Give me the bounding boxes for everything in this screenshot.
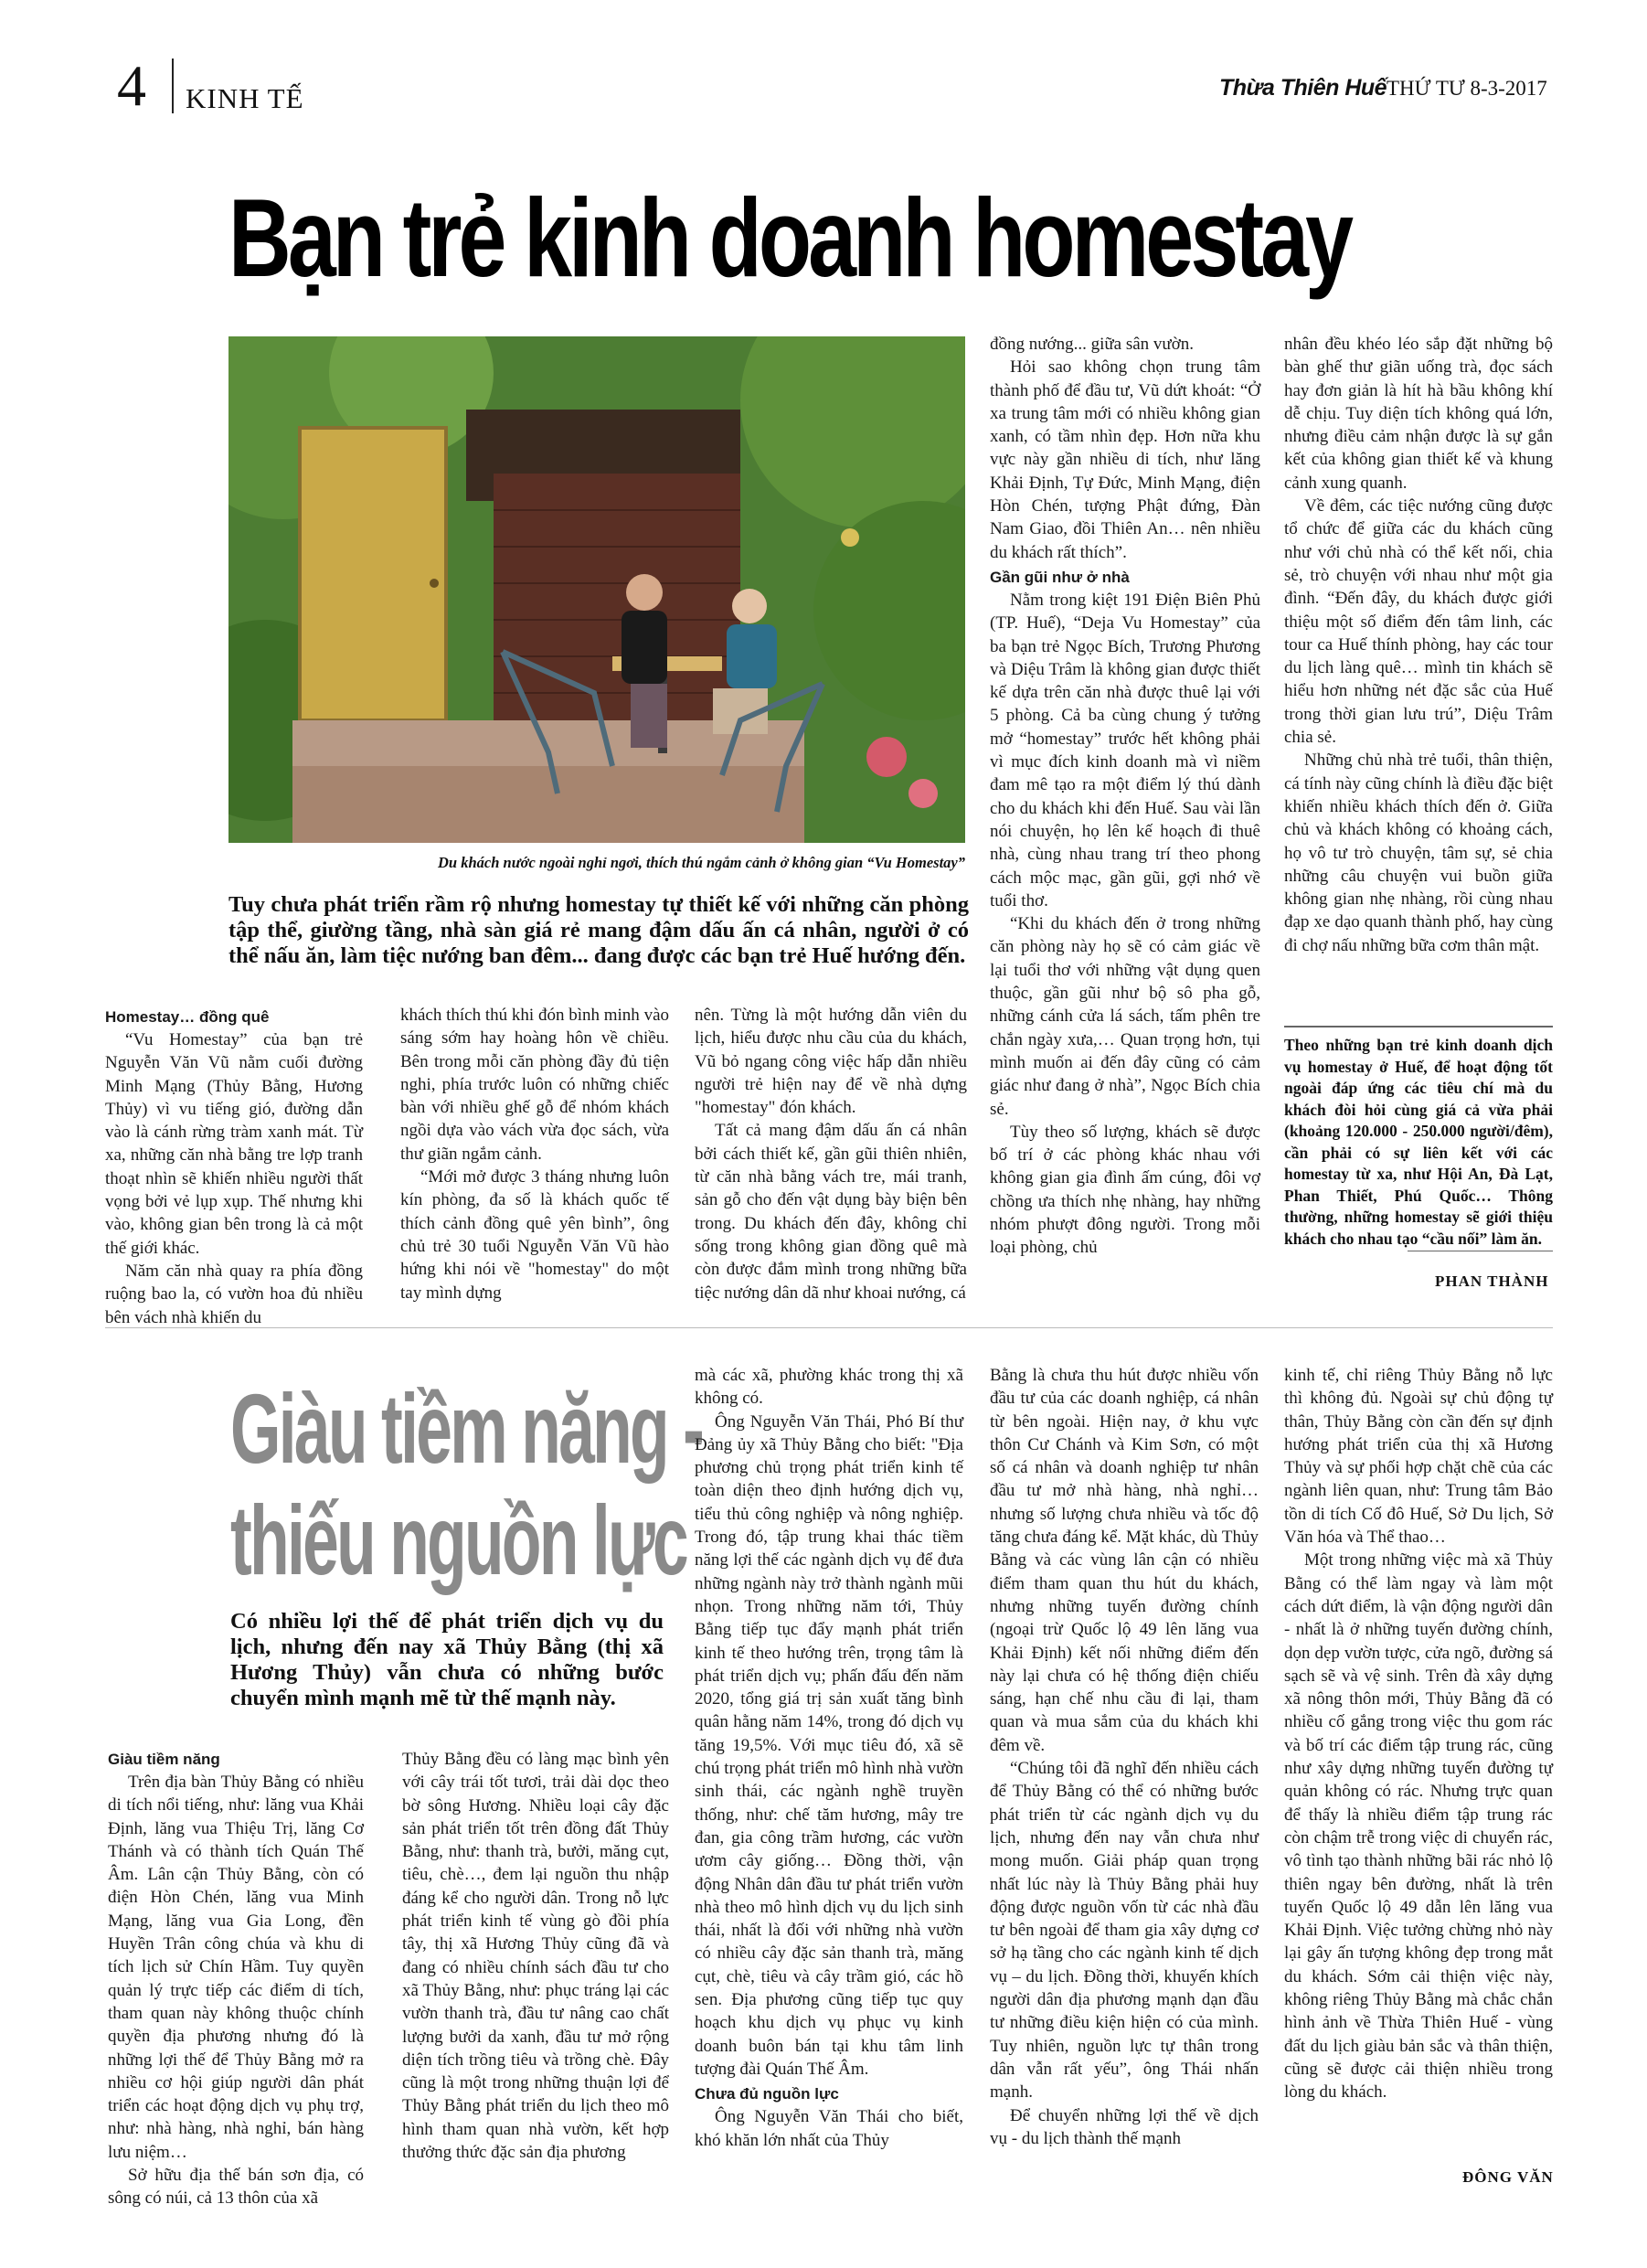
subheading: Homestay… đồng quê bbox=[105, 1008, 270, 1026]
article2-byline: ĐÔNG VĂN bbox=[1462, 2168, 1554, 2186]
article-separator bbox=[105, 1327, 1553, 1328]
paragraph: Những chủ nhà trẻ tuổi, thân thiện, cá tính này cũng chính là điều đặc biệt khiến nhiều khách thích đến ở. Giữa chủ và khách không có khoảng cách, họ vô tư trò chuyện, tâm sự, sẻ chia những câu chuyện vui buồn giữa không gian nhẹ nhàng, rồi cùng nhau đạp xe dạo quanh thành phố, hay cùng đi chợ nấu những bữa cơm thân mật. bbox=[1284, 751, 1553, 955]
subheading: Gần gũi như ở nhà bbox=[990, 568, 1130, 586]
paragraph: Hỏi sao không chọn trung tâm thành phố để đầu tư, Vũ dứt khoát: “Ở xa trung tâm mới có nhiều không gian xanh, có tầm nhìn đẹp. Hơn nữa khu vực này gần nhiều di tích, như lăng Khải Định, Tự Đức, Minh Mạng, điện Hòn Chén, tượng Phật đứng, Đàn Nam Giao, đồi Thiên An… nên nhiều du khách rất thích”. bbox=[990, 357, 1260, 562]
paper-name: Thừa Thiên Huế bbox=[1219, 75, 1387, 101]
article1-col3 bbox=[695, 1004, 967, 1304]
article1-col5 bbox=[1284, 333, 1553, 957]
headline-line: Giàu tiềm năng - bbox=[230, 1373, 703, 1484]
paragraph: Năm căn nhà quay ra phía đồng ruộng bao la, có vườn hoa đủ nhiều bên vách nhà khiến du bbox=[105, 1261, 363, 1327]
article1-photo bbox=[228, 336, 965, 843]
article2-col2 bbox=[402, 1748, 669, 2164]
paragraph: Để chuyển những lợi thế về dịch vụ - du lịch thành thế mạnh bbox=[990, 2105, 1259, 2148]
paragraph: Ông Nguyễn Văn Thái, Phó Bí thư Đảng ủy xã Thủy Bằng cho biết: "Địa phương chủ trọng phát triển kinh tế toàn diện theo định hướng dịch vụ, tiểu thủ công nghiệp và nông nghiệp. Trong đó, tập trung khai thác tiềm năng lợi thế các ngành dịch vụ để đưa những ngành này trở thành ngành mũi nhọn. Trong những năm tới, Thủy Bằng tiếp tục đẩy mạnh phát triển kinh tế theo hướng trên, trọng tâm là phát triển dịch vụ; phấn đấu đến năm 2020, tổng giá trị sản xuất tăng bình quân hằng năm 14%, trong đó dịch vụ tăng 19,5%. Với mục tiêu đó, xã sẽ chú trọng phát triển mô hình nhà vườn sinh thái, các ngành nghề truyền thống, như: chế tăm hương, mây tre đan, gia công trầm hương, các vườn ươm cây giống… Đồng thời, vận động Nhân dân đầu tư phát triển vườn nhà theo mô hình dịch vụ du lịch sinh thái, nhất là đối với những nhà vườn có nhiều cây đặc sản thanh trà, măng cụt, chè, tiêu và cây trầm gió, các hồ sen. Địa phương cũng tiếp tục quy hoạch khu dịch vụ phục vụ kinh doanh buôn bán tại khu tâm linh tượng đài Quán Thế Âm. bbox=[695, 1411, 963, 2079]
article2-col4 bbox=[990, 1364, 1259, 2150]
page-number: 4 bbox=[117, 53, 146, 118]
paragraph: Một trong những việc mà xã Thủy Bằng có thể làm ngay và làm một cách dứt điểm, là vận động người dân - nhất là ở những tuyến đường chính, dọn dẹp vườn tược, cửa ngõ, đường sá sạch sẽ và vệ sinh. Trên đà xây dựng xã nông thôn mới, Thủy Bằng đã có nhiều cố gắng trong việc thu gom rác và bố trí các điểm tập trung rác, cũng như xây dựng những tuyến đường tự quản không có rác. Nhưng trực quan để thấy là nhiều điểm tập trung rác còn chậm trễ trong việc di chuyển rác, vô tình tạo thành những bãi rác nhỏ lộ thiên ngay bên đường, nhất là trên tuyến Quốc lộ 49 dẫn lên lăng vua Khải Định. Việc tưởng chừng nhỏ này lại gây ấn tượng không đẹp trong mắt du khách. Sớm cải thiện việc này, không riêng Thủy Bằng mà chắc chắn hình ảnh về Thừa Thiên Huế - vùng đất du lịch giàu bản sắc và thân thiện, cũng sẽ được cải thiện nhiều trong lòng du khách. bbox=[1284, 1550, 1553, 2103]
paragraph: Trên địa bàn Thủy Bằng có nhiều di tích nổi tiếng, như: lăng vua Khải Định, lăng vua Thiệu Trị, lăng Cơ Thánh và có thành tích Quán Thế Âm. Lân cận Thủy Bằng, còn có điện Hòn Chén, lăng vua Minh Mạng, lăng vua Gia Long, đền Huyền Trân công chúa và khu di tích lịch sử Chín Hầm. Tuy quyền quản lý trực tiếp các điểm di tích, tham quan này không thuộc chính quyền địa phương nhưng đó là những lợi thế để Thủy Bằng mở ra nhiều cơ hội giúp người dân phát triển các hoạt động dịch vụ phụ trợ, như: nhà hàng, nhà nghỉ, bán hàng lưu niệm… bbox=[108, 1773, 364, 2162]
headline-line: thiếu nguồn lực bbox=[230, 1485, 687, 1595]
paragraph: kinh tế, chỉ riêng Thủy Bằng nỗ lực thì không đủ. Ngoài sự chủ động tự thân, Thủy Bằng còn cần đến sự định hướng phát triển của thị xã Hương Thủy và sự phối hợp chặt chẽ của các ngành liên quan, như: Trung tâm Bảo tồn di tích Cố đô Huế, Sở Du lịch, Sở Văn hóa và Thể thao… bbox=[1284, 1366, 1553, 1548]
paragraph: “Vu Homestay” của bạn trẻ Nguyễn Văn Vũ nằm cuối đường Minh Mạng (Thủy Bằng, Hương Thủy) vì vu tiếng gió, đường dẫn vào là cánh rừng tràm xanh mát. Từ xa, những căn nhà bằng tre lợp tranh thoạt nhìn sẽ khiến nhiều người thất vọng bởi vẻ lụp xụp. Thế nhưng khi vào, không gian bên trong là cả một thế giới khác. bbox=[105, 1030, 363, 1258]
article1-lead: Tuy chưa phát triển rầm rộ nhưng homestay tự thiết kế với những căn phòng tập thể, giường tầng, nhà sàn giá rẻ mang đậm dấu ấn cá nhân, người ở có thể nấu ăn, làm tiệc nướng ban đêm... đang được các bạn trẻ Huế hướng đến. bbox=[228, 892, 969, 968]
article2-col1 bbox=[108, 1746, 364, 2210]
article1-byline: PHAN THÀNH bbox=[1435, 1272, 1549, 1290]
paragraph: Sở hữu địa thế bán sơn địa, có sông có núi, cả 13 thôn của xã bbox=[108, 2166, 364, 2209]
paragraph: “Khi du khách đến ở trong những căn phòng này họ sẽ có cảm giác về lại tuổi thơ với những vật dụng quen thuộc, gần gũi như bộ sô pha gỗ, những cánh cửa lá sách, tấm phên tre chắn ngày xưa,… Quan trọng hơn, tụi mình muốn ai đến đây cũng có cảm giác như đang ở nhà”, Ngọc Bích chia sẻ. bbox=[990, 914, 1260, 1119]
paragraph: Về đêm, các tiệc nướng cũng được tổ chức để giữa các du khách cũng như với chủ nhà có thể kết nối, chia sẻ, trò chuyện với nhau như một gia đình. “Đến đây, du khách được giới thiệu một số điểm đến tâm linh, các tour ca Huế thính phòng, hay các tour du lịch làng quê… mình tin khách sẽ hiểu hơn những nét đặc sắc của Huế trong thời gian lưu trú”, Diệu Trâm chia sẻ. bbox=[1284, 496, 1553, 748]
paragraph: đồng nướng... giữa sân vườn. bbox=[990, 335, 1195, 354]
paragraph: “Mới mở được 3 tháng nhưng luôn kín phòng, đa số là khách quốc tế thích cảnh đồng quê yên bình”, ông chủ trẻ 30 tuổi Nguyễn Văn Vũ hào hứng khi nói về "homestay" do một tay mình dựng bbox=[400, 1167, 669, 1303]
header-divider bbox=[172, 59, 174, 113]
box-rule-top bbox=[1284, 1026, 1553, 1028]
article1-col4 bbox=[990, 333, 1260, 1260]
article1-col1 bbox=[105, 1004, 363, 1329]
article1-box: Theo những bạn trẻ kinh doanh dịch vụ homestay ở Huế, để hoạt động tốt ngoài đáp ứng các tiêu chí mà du khách đòi hỏi cùng giá cả vừa phải (khoảng 120.000 - 250.000 người/đêm), cần phải có sự liên kết với các homestay từ xa, như Hội An, Đà Lạt, Phan Thiết, Phú Quốc… Thông thường, những homestay sẽ giới thiệu khách cho nhau tạo “cầu nối” làm ăn. bbox=[1284, 1036, 1553, 1248]
paragraph: Nằm trong kiệt 191 Điện Biên Phủ (TP. Huế), “Deja Vu Homestay” của ba bạn trẻ Ngọc Bích, Trương Phương và Diệu Trâm là không gian được thiết kế dựa trên căn nhà được thuê lại với 5 phòng. Cả ba cùng chung ý tưởng mở “homestay” trước hết không phải vì mục đích kinh doanh mà vì niềm đam mê tạo ra một điểm lý thú dành cho du khách khi đến Huế. Sau vài lần nói chuyện, họ lên kế hoạch đi thuê nhà, cùng nhau trang trí theo phong cách mộc mạc, gần gũi, gợi nhớ về tuổi thơ. bbox=[990, 590, 1260, 910]
paragraph: Ông Nguyễn Văn Thái cho biết, khó khăn lớn nhất của Thủy bbox=[695, 2107, 963, 2150]
subheading: Chưa đủ nguồn lực bbox=[695, 2085, 839, 2103]
article1-headline: Bạn trẻ kinh doanh homestay bbox=[228, 176, 1351, 300]
issue-date: THỨ TƯ 8-3-2017 bbox=[1387, 77, 1547, 100]
subheading: Giàu tiềm năng bbox=[108, 1751, 220, 1768]
section-name: KINH TẾ bbox=[186, 82, 304, 114]
article1-col2 bbox=[400, 1004, 669, 1304]
paragraph: nên. Từng là một hướng dẫn viên du lịch, hiểu được nhu cầu của du khách, Vũ bỏ ngang công việc hấp dẫn nhiều người trẻ hiện nay để về nhà dựng "homestay" đón khách. bbox=[695, 1006, 967, 1118]
paragraph: nhân đều khéo léo sắp đặt những bộ bàn ghế thư giãn uống trà, đọc sách hay đơn giản là hít hà bầu không khí dễ chịu. Tuy diện tích không quá lớn, nhưng điều cảm nhận được là sự gắn kết của không gian thiết kế và khung cảnh xung quanh. bbox=[1284, 335, 1553, 493]
article2-col3 bbox=[695, 1364, 963, 2152]
paragraph: mà các xã, phường khác trong thị xã không có. bbox=[695, 1366, 963, 1409]
paragraph: “Chúng tôi đã nghĩ đến nhiều cách để Thủy Bằng có thể có những bước phát triển từ các ngành dịch vụ du lịch, nhưng đến nay vẫn chưa như mong muốn. Giải pháp quan trọng nhất lúc này là Thủy Bằng phải huy động được nguồn vốn từ các nhà đầu tư bên ngoài để tham gia xây dựng cơ sở hạ tầng cho các ngành kinh tế dịch vụ – du lịch. Đồng thời, khuyến khích người dân địa phương mạnh dạn đầu tư những điều kiện hiện có của mình. Tuy nhiên, nguồn lực tự thân trong dân vẫn rất yếu”, ông Thái nhấn mạnh. bbox=[990, 1759, 1259, 2103]
paragraph: Tùy theo số lượng, khách sẽ được bố trí ở các phòng khác nhau với không gian gia đình ấm cúng, đôi vợ chồng ưa thích nhẹ nhàng, hay những nhóm phượt đông người. Trong mỗi loại phòng, chủ bbox=[990, 1122, 1260, 1258]
paragraph: Thủy Bằng đều có làng mạc bình yên với cây trái tốt tươi, trải dài dọc theo bờ sông Hương. Nhiều loại cây đặc sản phát triển tốt trên đồng đất Thủy Bằng, như: thanh trà, bưởi, măng cụt, tiêu, chè…, đem lại nguồn thu nhập đáng kể cho người dân. Trong nỗ lực phát triển kinh tế vùng gò đồi phía tây, thị xã Hương Thủy cũng đã và đang có nhiều chính sách đầu tư cho xã Thủy Bằng, như: phục tráng lại các vườn thanh trà, đầu tư nâng cao chất lượng bưởi da xanh, đầu tư mở rộng diện tích trồng tiêu và trồng chè. Đây cũng là một trong những thuận lợi để Thủy Bằng phát triển du lịch theo mô hình tham quan nhà vườn, kết hợp thưởng thức đặc sản địa phương bbox=[402, 1750, 669, 2163]
article2-col5 bbox=[1284, 1364, 1553, 2104]
article2-headline bbox=[230, 1373, 703, 1596]
article2-lead: Có nhiều lợi thế để phát triển dịch vụ du lịch, nhưng đến nay xã Thủy Bằng (thị xã Hương Thủy) vẫn chưa có những bước chuyển mình mạnh mẽ từ thế mạnh này. bbox=[230, 1609, 664, 1710]
photo-caption: Du khách nước ngoài nghỉ ngơi, thích thú ngắm cảnh ở không gian “Vu Homestay” bbox=[438, 854, 965, 871]
paragraph: khách thích thú khi đón bình minh vào sáng sớm hay hoàng hôn về chiều. Bên trong mỗi căn phòng đầy đủ tiện nghi, phía trước luôn có những chiếc bàn với nhiều ghế gỗ để nhóm khách ngồi dựa vào vách vừa đọc sách, vừa thư giãn ngắm cảnh. bbox=[400, 1006, 669, 1164]
paragraph: Tất cả mang đậm dấu ấn cá nhân bởi cách thiết kế, gần gũi thiên nhiên, từ căn nhà bằng vách tre, mái tranh, sản gỗ cho đến vật dụng bày biện bên trong. Du khách đến đây, không chỉ sống trong không gian đồng quê mà còn được đắm mình trong những bữa tiệc nướng dân dã như khoai nướng, cá bbox=[695, 1121, 967, 1303]
paragraph: Bằng là chưa thu hút được nhiều vốn đầu tư của các doanh nghiệp, cá nhân từ bên ngoài. Hiện nay, ở khu vực thôn Cư Chánh và Kim Sơn, có một số cá nhân và doanh nghiệp tư nhân đầu tư mở nhà hàng, nhà nghỉ… nhưng số lượng chưa nhiều và tốc độ tăng chưa đáng kể. Mặt khác, dù Thủy Bằng và các vùng lân cận có nhiều điểm tham quan thu hút du khách, nhưng những tuyến đường chính (ngoại trừ Quốc lộ 49 lên lăng vua Khải Định) kết nối những điểm đến này lại chưa có hệ thống điện chiếu sáng, hạn chế nhu cầu đi lại, tham quan và mua sắm của du khách khi đêm về. bbox=[990, 1366, 1259, 1755]
